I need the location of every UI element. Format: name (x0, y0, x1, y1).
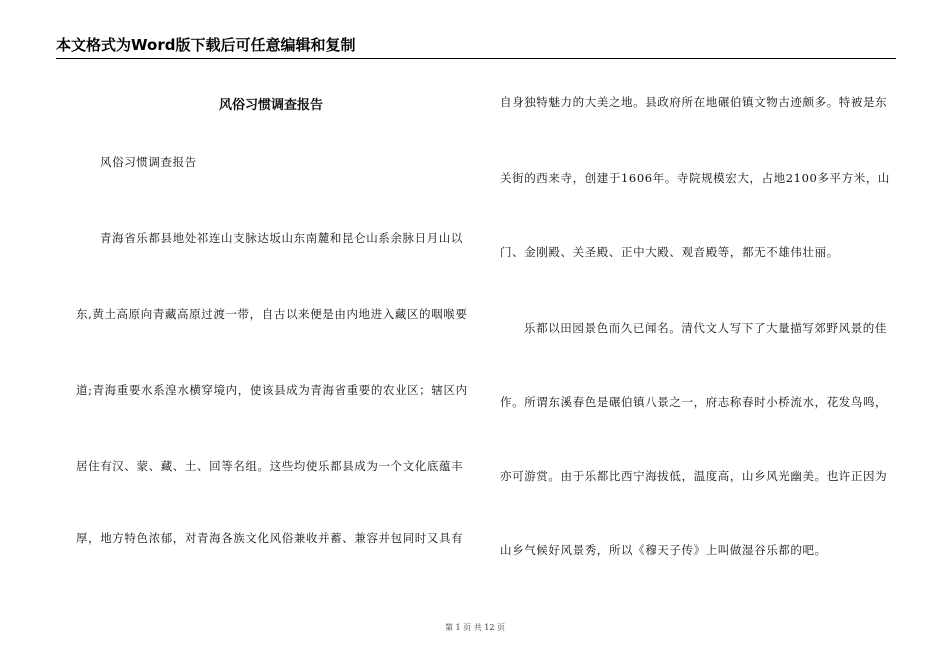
paragraph-line: 关街的西来寺，创建于1606年。寺院规模宏大，占地2100多平方米，山 (500, 171, 891, 185)
paragraph-line: 青海省乐都县地处祁连山支脉达坂山东南麓和昆仑山系余脉日月山以 (100, 231, 463, 245)
paragraph-line: 道;青海重要水系湟水横穿境内，使该县成为青海省重要的农业区；辖区内 (76, 383, 468, 397)
subtitle-line: 风俗习惯调查报告 (100, 155, 197, 169)
paragraph-line: 厚，地方特色浓郁，对青海各族文化风俗兼收并蓄、兼容并包同时又具有 (76, 531, 464, 545)
document-header-bar (56, 30, 896, 59)
paragraph-line: 山乡气候好风景秀，所以《穆天子传》上叫做湿谷乐都的吧。 (500, 543, 827, 557)
document-title: 风俗习惯调查报告 (218, 98, 323, 113)
paragraph-line: 门、金刚殿、关圣殿、正中大殿、观音殿等，都无不雄伟壮丽。 (500, 245, 839, 259)
paragraph-line: 自身独特魅力的大美之地。县政府所在地碾伯镇文物古迹颇多。特被是东 (500, 95, 888, 109)
paragraph-line: 乐都以田园景色而久已闻名。清代文人写下了大量描写郊野风景的佳 (524, 321, 887, 335)
page-number-footer: 第 1 页 共 12 页 (445, 623, 505, 632)
paragraph-line: 东,黄土高原向青藏高原过渡一带，自古以来便是由内地进入藏区的咽喉要 (76, 307, 468, 321)
header-banner-text: 本文格式为Word版下载后可任意编辑和复制 (56, 36, 356, 54)
paragraph-line: 居住有汉、蒙、藏、土、回等名组。这些均使乐都县成为一个文化底蕴丰 (76, 459, 464, 473)
paragraph-line: 亦可游赏。由于乐都比西宁海拔低，温度高，山乡风光幽美。也许正因为 (500, 469, 888, 483)
paragraph-line: 作。所谓东溪春色是碾伯镇八景之一，府志称春时小桥流水，花发鸟鸣， (500, 395, 888, 409)
